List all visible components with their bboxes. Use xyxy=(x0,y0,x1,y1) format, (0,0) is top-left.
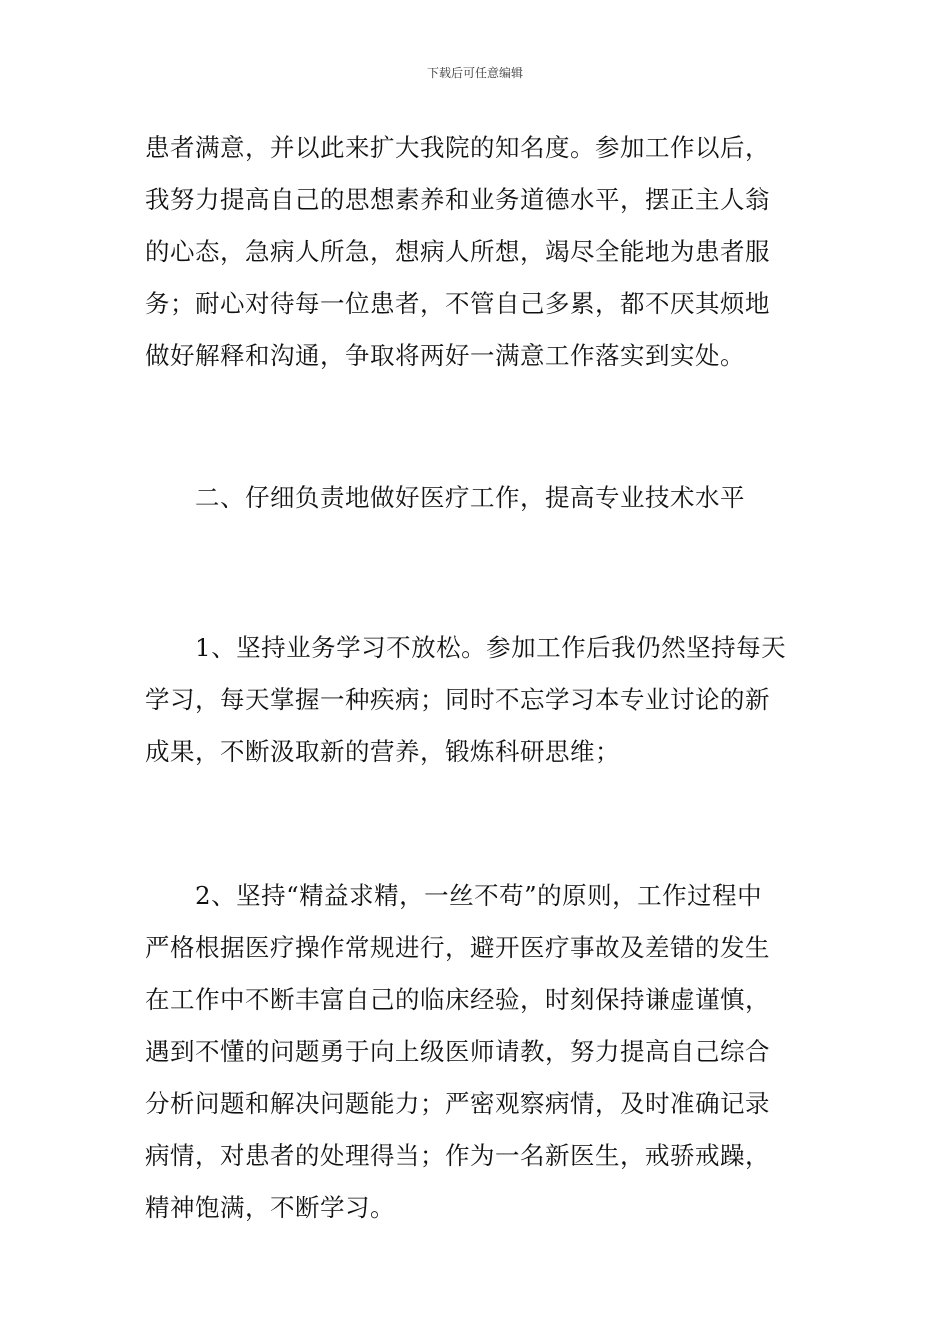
text-line: 严格根据医疗操作常规进行，避开医疗事故及差错的发生 xyxy=(145,933,770,962)
page-header: 下载后可任意编辑 xyxy=(426,66,523,80)
text-line: 的心态，急病人所急，想病人所想，竭尽全能地为患者服 xyxy=(145,237,770,266)
paragraph-2 xyxy=(145,622,810,778)
text-line: 精神饱满，不断学习。 xyxy=(145,1193,395,1222)
text-line: 病情，对患者的处理得当；作为一名新医生，戒骄戒躁， xyxy=(145,1141,770,1170)
paragraph-1 xyxy=(145,122,810,382)
text-line: 做好解释和沟通，争取将两好一满意工作落实到实处。 xyxy=(145,341,745,370)
text-line: 遇到不懂的问题勇于向上级医师请教，努力提高自己综合 xyxy=(145,1037,770,1066)
heading-text: 二、仔细负责地做好医疗工作，提高专业技术水平 xyxy=(195,483,745,512)
text-line: 我努力提高自己的思想素养和业务道德水平，摆正主人翁 xyxy=(145,185,770,214)
text-line: 在工作中不断丰富自己的临床经验，时刻保持谦虚谨慎， xyxy=(145,985,770,1014)
paragraph-3 xyxy=(145,870,810,1234)
text-line: 分析问题和解决问题能力；严密观察病情，及时准确记录 xyxy=(145,1089,770,1118)
text-line: 成果，不断汲取新的营养，锻炼科研思维； xyxy=(145,737,620,766)
section-heading-2 xyxy=(145,472,810,524)
text-line: 1、坚持业务学习不放松。参加工作后我仍然坚持每天 xyxy=(195,633,787,662)
text-line: 务；耐心对待每一位患者，不管自己多累，都不厌其烦地 xyxy=(145,289,770,318)
text-line: 患者满意，并以此来扩大我院的知名度。参加工作以后， xyxy=(145,133,770,162)
text-line: 2、坚持“精益求精，一丝不苟”的原则，工作过程中 xyxy=(195,881,763,910)
text-line: 学习，每天掌握一种疾病；同时不忘学习本专业讨论的新 xyxy=(145,685,770,714)
